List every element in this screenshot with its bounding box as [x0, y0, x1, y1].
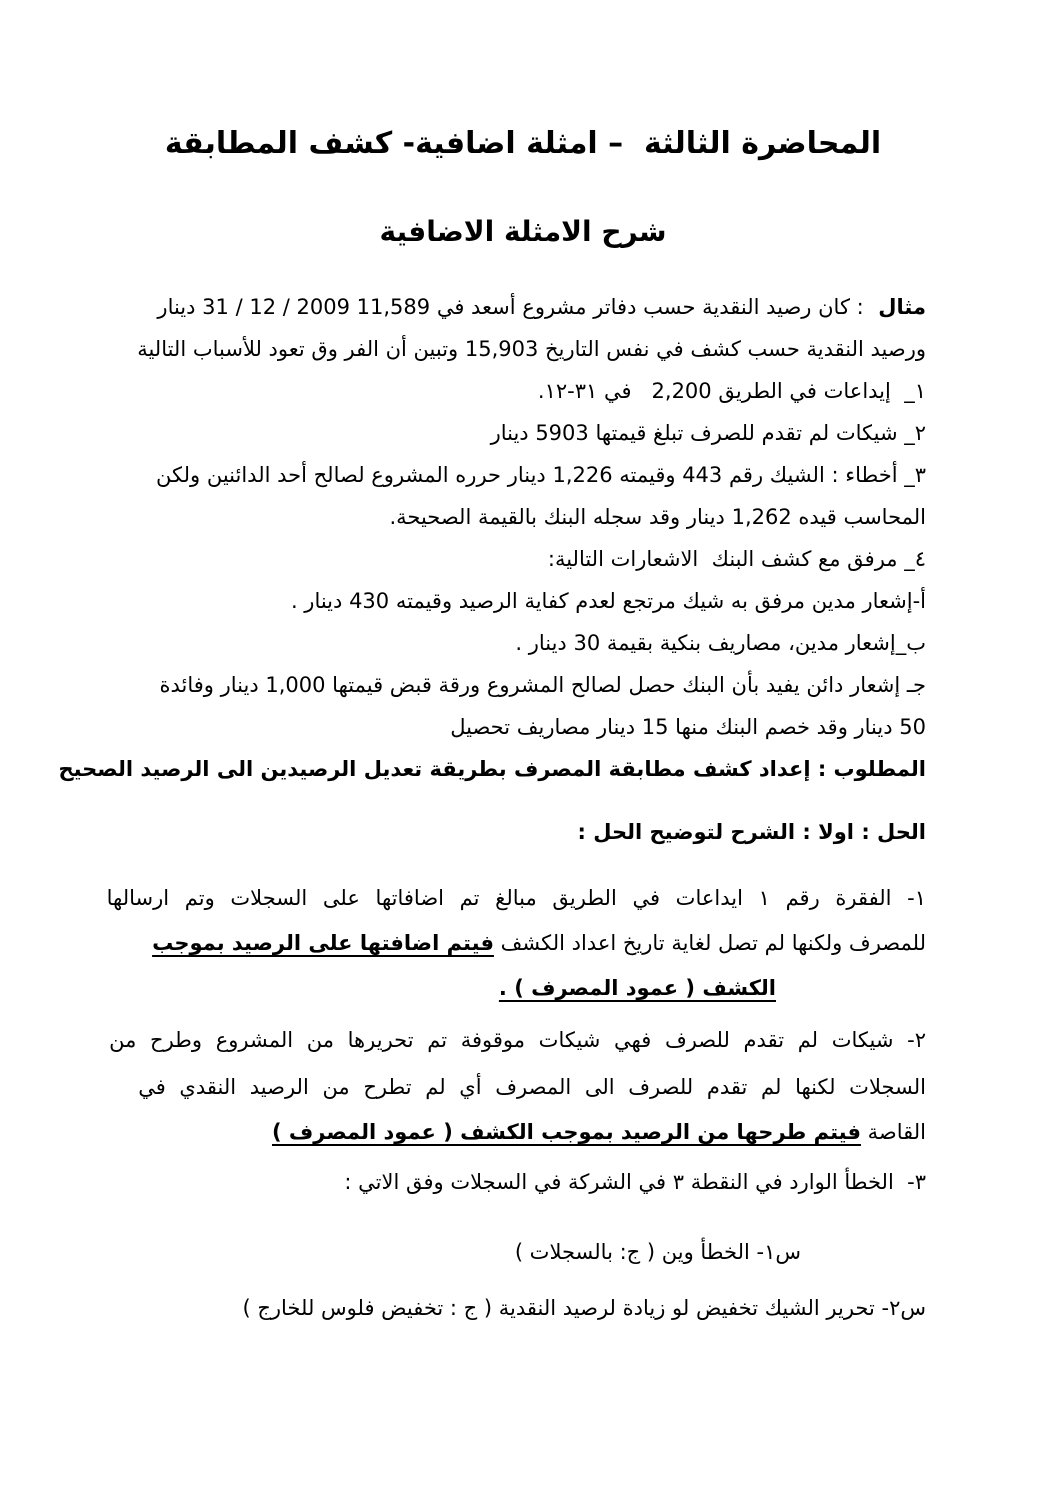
- example-intro: [120, 286, 926, 328]
- notice-c-credit-note-cont: [120, 706, 926, 748]
- explanation-2-cont2: [120, 1111, 926, 1153]
- text-run: ٢- شيكات لم تقدم للصرف فهي شيكات موقوفة تم تحريرها من المشروع وطرح من: [109, 1028, 926, 1052]
- explanation-2-cont: [120, 1066, 926, 1108]
- emphasized-underlined-text: فيتم اضافتها على الرصيد بموجب: [152, 931, 494, 955]
- text-run: ١- الفقرة رقم ١ ايداعات في الطريق مبالغ تم اضافاتها على السجلات وتم ارسالها: [106, 886, 926, 910]
- emphasized-underlined-text: فيتم طرحها من الرصيد بموجب الكشف ( عمود المصرف ): [271, 1120, 861, 1144]
- text-run: القاصة: [860, 1120, 926, 1144]
- explanation-2: [109, 1019, 926, 1061]
- explanation-1-cont: [120, 922, 926, 964]
- text-run: المطلوب : إعداد كشف مطابقة المصرف بطريقة تعديل الرصيدين الى الرصيد الصحيح: [58, 757, 926, 781]
- text-run: أ-إشعار مدين مرفق به شيك مرتجع لعدم كفاية الرصيد وقيمته 430 دينار .: [290, 589, 926, 613]
- question-2: [120, 1287, 926, 1329]
- solution-heading: [120, 811, 926, 853]
- notice-b-debit-bank-charges: [120, 622, 926, 664]
- item-3-errors: [120, 454, 926, 496]
- item-1-deposits-in-transit: [120, 370, 926, 412]
- example-intro-cont: [120, 328, 926, 370]
- text-run: ١_ إيداعات في الطريق 2,200 في ٣١-١٢.: [537, 379, 926, 403]
- text-run: س١- الخطأ وين ( ج: بالسجلات ): [514, 1240, 801, 1264]
- emphasized-underlined-text: الكشف ( عمود المصرف ) .: [498, 976, 776, 1000]
- text-run: ٣- الخطأ الوارد في النقطة ٣ في الشركة في السجلات وفق الاتي :: [344, 1170, 926, 1194]
- notice-a-debit-returned-check: [120, 580, 926, 622]
- text-run: السجلات لكنها لم تقدم للصرف الى المصرف أي لم تطرح من الرصيد النقدي في: [138, 1075, 926, 1099]
- item-3-errors-cont: [120, 496, 926, 538]
- page-subtitle: شرح الامثلة الاضافية: [379, 215, 667, 248]
- text-run: المحاسب قيده 1,262 دينار وقد سجله البنك بالقيمة الصحيحة.: [389, 505, 926, 529]
- page-title: المحاضرة الثالثة – امثلة اضافية- كشف المطابقة: [164, 126, 882, 161]
- text-run: للمصرف ولكنها لم تصل لغاية تاريخ اعداد الكشف: [493, 931, 926, 955]
- text-run: جـ إشعار دائن يفيد بأن البنك حصل لصالح المشروع ورقة قبض قيمتها 1,000 دينار وفائدة: [159, 673, 926, 697]
- question-1: [120, 1231, 926, 1273]
- explanation-1-cont2: [120, 967, 926, 1009]
- text-run: ٣_ أخطاء : الشيك رقم 443 وقيمته 1,226 دينار حرره المشروع لصالح أحد الدائنين ولكن: [156, 463, 926, 487]
- item-4-bank-notices: [120, 538, 926, 580]
- text-run: الحل : اولا : الشرح لتوضيح الحل :: [577, 820, 926, 844]
- requirement: [58, 748, 926, 790]
- text-run: ٢_ شيكات لم تقدم للصرف تبلغ قيمتها 5903 دينار: [490, 421, 926, 445]
- text-run: ٤_ مرفق مع كشف البنك الاشعارات التالية:: [547, 547, 926, 571]
- text-run: ورصيد النقدية حسب كشف في نفس التاريخ 15,903 وتبين أن الفر وق تعود للأسباب التالية: [137, 337, 926, 361]
- text-run: : كان رصيد النقدية حسب دفاتر مشروع أسعد في 11,589 2009 / 12 / 31 دينار: [157, 295, 864, 319]
- explanation-1: [106, 877, 926, 919]
- explanation-3: [120, 1161, 926, 1203]
- text-run: س٢- تحرير الشيك تخفيض لو زيادة لرصيد النقدية ( ج : تخفيض فلوس للخارج ): [242, 1296, 926, 1320]
- bold-text: مثال: [863, 295, 926, 319]
- text-run: 50 دينار وقد خصم البنك منها 15 دينار مصاريف تحصيل: [450, 715, 926, 739]
- item-2-outstanding-checks: [120, 412, 926, 454]
- notice-c-credit-note: [120, 664, 926, 706]
- document-body: [58, 286, 926, 1329]
- text-run: ب_إشعار مدين، مصاريف بنكية بقيمة 30 دينار .: [515, 631, 926, 655]
